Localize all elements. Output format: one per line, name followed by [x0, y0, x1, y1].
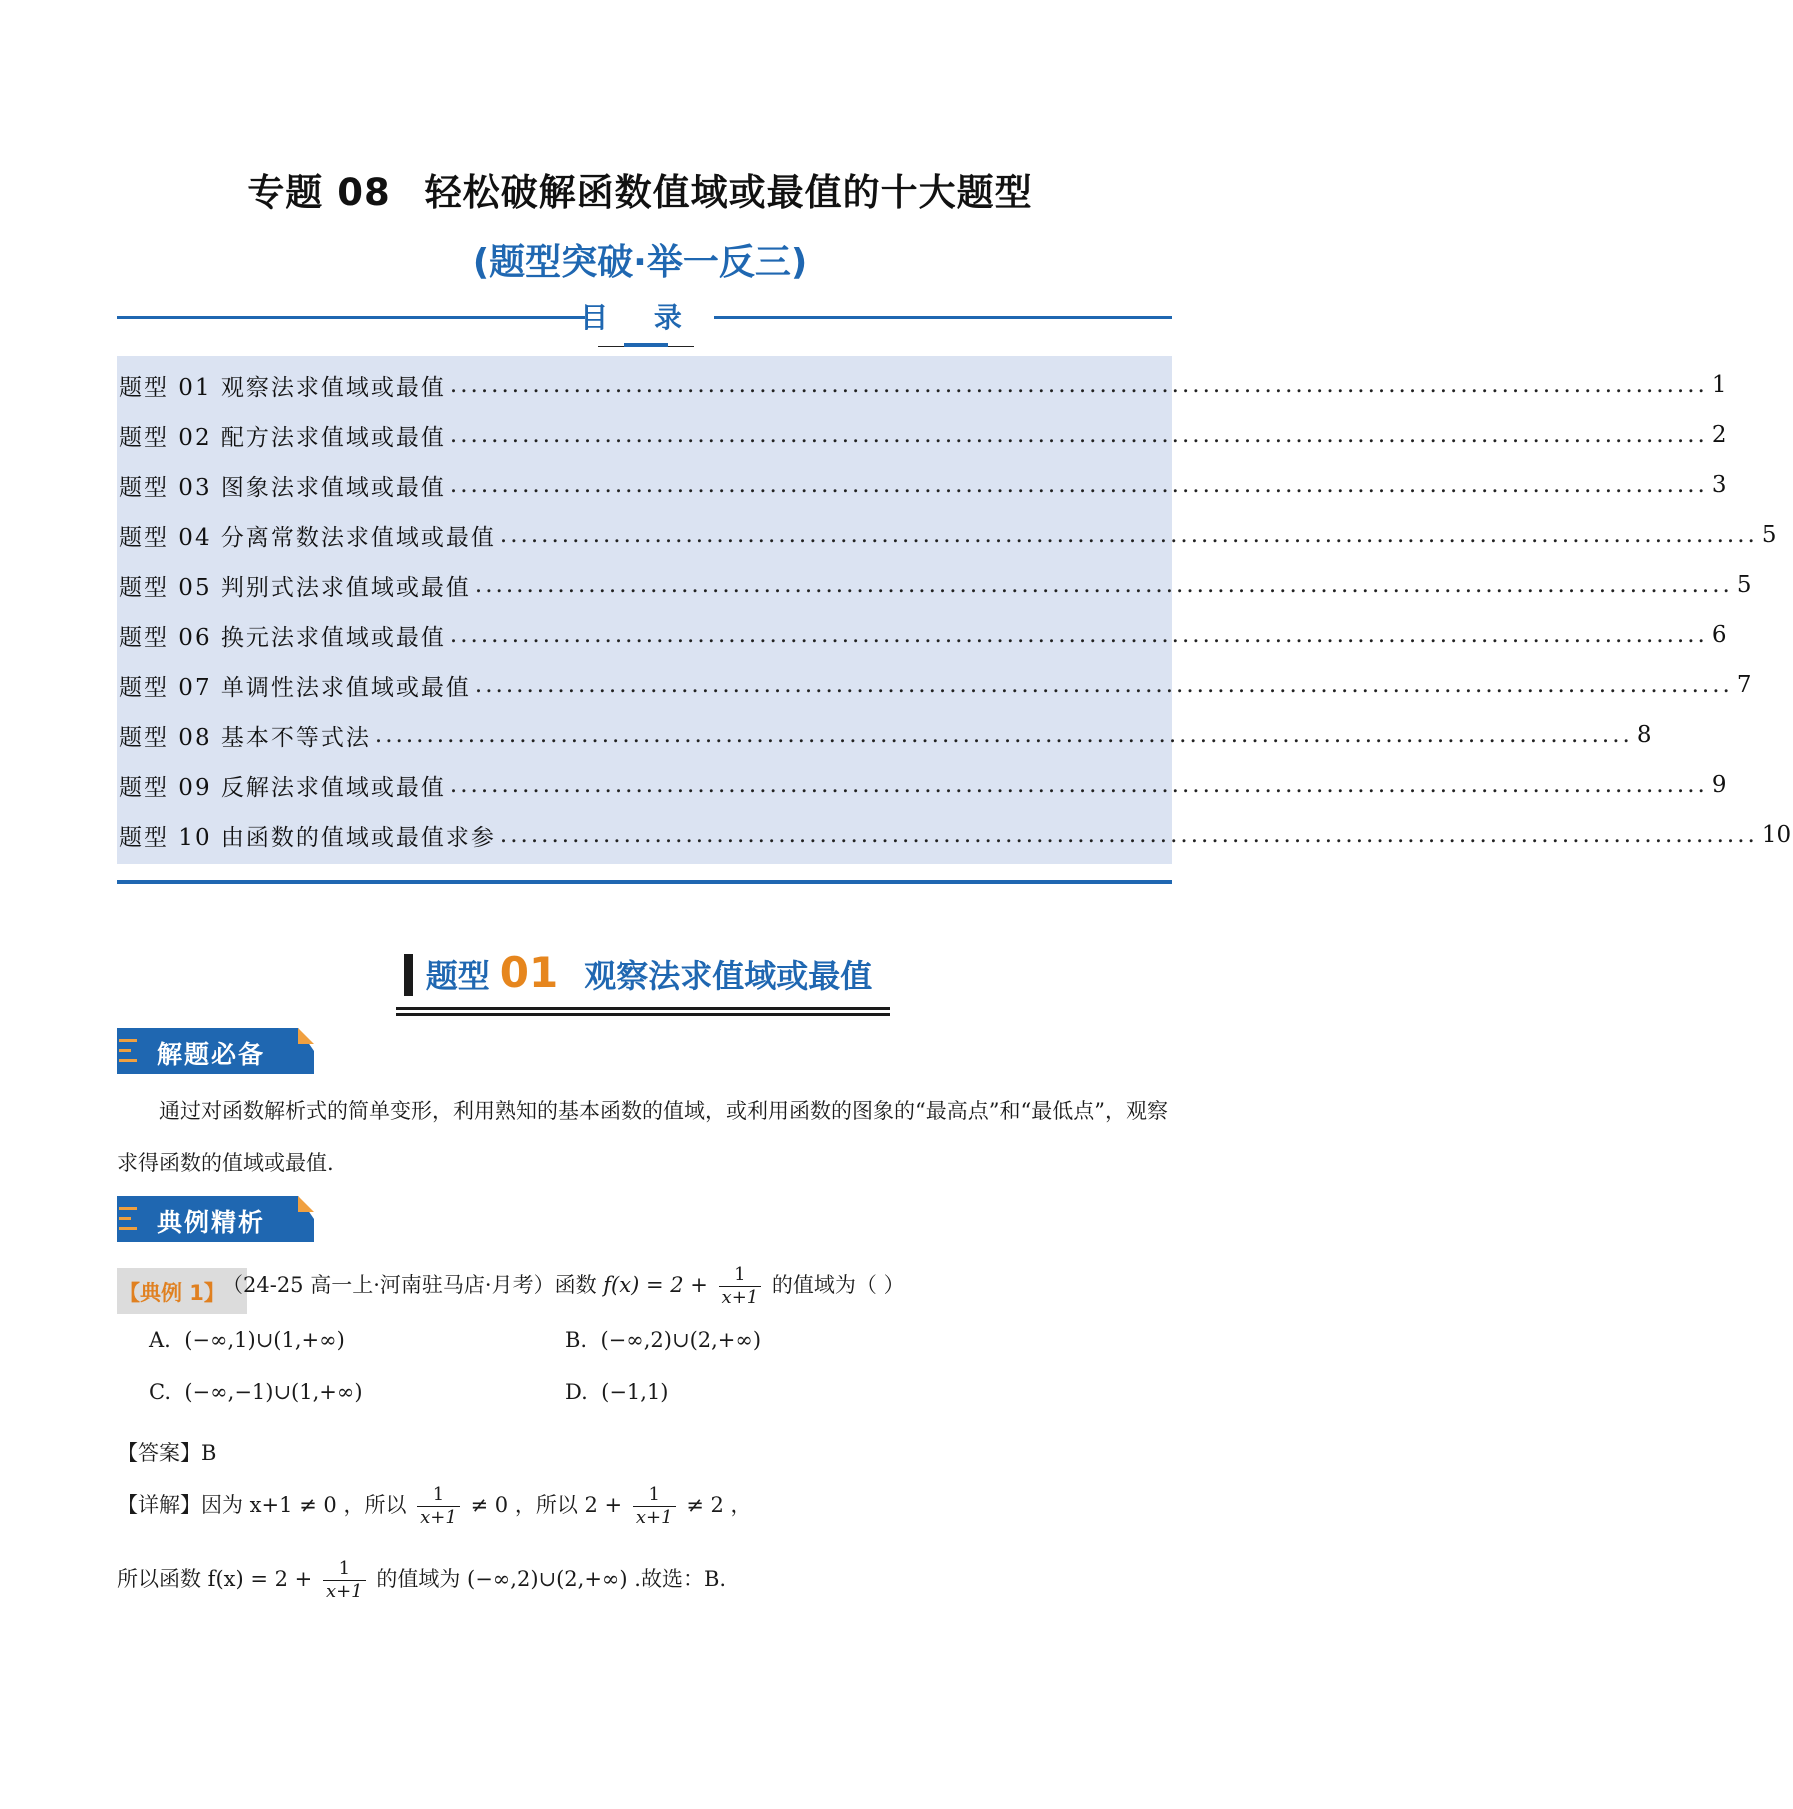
option-c-letter: C.	[149, 1380, 171, 1404]
essentials-tag	[117, 1028, 314, 1074]
toc-item[interactable]	[117, 360, 1727, 410]
toc-item-page: 9	[1711, 772, 1727, 798]
toc-item[interactable]	[117, 710, 1652, 760]
tag-lines-icon	[119, 1207, 137, 1237]
table-of-contents	[117, 356, 1792, 864]
fraction-numerator: 1	[734, 1264, 746, 1285]
toc-item-label: 题型 06 换元法求值域或最值	[119, 624, 446, 651]
essentials-tag-label: 解题必备	[157, 1040, 266, 1069]
toc-leader-dots: ..........................................................................................................................	[449, 622, 1708, 648]
section-number: 01	[499, 948, 559, 997]
detail-fraction-1: $\frac{1}{x+1}$	[417, 1484, 460, 1529]
toc-leader-dots: ..........................................................................................................................	[449, 772, 1708, 798]
toc-item[interactable]	[117, 410, 1727, 460]
detail-fraction-2: $\frac{1}{x+1}$	[633, 1484, 676, 1529]
toc-item-page: 5	[1736, 572, 1752, 598]
toc-item-page: 6	[1711, 622, 1727, 648]
toc-leader-dots: ..........................................................................................................................	[499, 822, 1758, 848]
toc-leader-dots: ..........................................................................................................................	[374, 722, 1633, 748]
toc-heading-underline-accent	[624, 343, 668, 347]
toc-leader-dots: ..........................................................................................................................	[499, 522, 1758, 548]
toc-item-label: 题型 09 反解法求值域或最值	[119, 774, 446, 801]
toc-item[interactable]	[117, 660, 1752, 710]
toc-bottom-rule	[117, 880, 1172, 884]
detail-line-1	[117, 1484, 752, 1529]
option-b-text: (−∞,2)∪(2,+∞)	[600, 1328, 762, 1352]
tag-fold-icon	[298, 1196, 314, 1212]
toc-item-label: 题型 02 配方法求值域或最值	[119, 424, 446, 451]
toc-item-page: 3	[1711, 472, 1727, 498]
option-a[interactable]	[149, 1328, 345, 1352]
detail-line-2-a: 所以函数 f(x) = 2 +	[117, 1567, 313, 1591]
essentials-text: 通过对函数解析式的简单变形，利用熟知的基本函数的值域，或利用函数的图象的“最高点”和“最低点”，观察求得函数的值域或最值.	[117, 1099, 1168, 1175]
toc-item-page: 8	[1636, 722, 1652, 748]
toc-item-page: 2	[1711, 422, 1727, 448]
example-source: （24-25 高一上·河南驻马店·月考）函数	[222, 1273, 597, 1297]
detail-part-1: 因为 x+1 ≠ 0 ，所以	[201, 1493, 407, 1517]
example-fraction	[719, 1264, 762, 1309]
toc-leader-dots: ..........................................................................................................................	[449, 372, 1708, 398]
tag-lines-icon	[119, 1039, 137, 1069]
toc-item[interactable]	[117, 810, 1792, 860]
toc-leader-dots: ..........................................................................................................................	[449, 422, 1708, 448]
toc-leader-dots: ..........................................................................................................................	[449, 472, 1708, 498]
example-question	[222, 1264, 905, 1309]
toc-item-label: 题型 10 由函数的值域或最值求参	[119, 824, 496, 851]
tag-fold-icon	[298, 1028, 314, 1044]
toc-item[interactable]	[117, 510, 1777, 560]
section-underline-bottom	[396, 1013, 890, 1016]
toc-item-page: 5	[1761, 522, 1777, 548]
detail-part-3: ≠ 2 ，	[686, 1493, 752, 1517]
option-d[interactable]	[565, 1380, 669, 1404]
option-d-letter: D.	[565, 1380, 588, 1404]
essentials-paragraph	[117, 1085, 1172, 1189]
title-prefix: 专题 08	[247, 171, 391, 214]
answer-value: B	[201, 1441, 217, 1465]
toc-item-page: 10	[1761, 822, 1792, 848]
fraction-denominator: x+1	[719, 1286, 762, 1309]
detail-line-2-b: 的值域为 (−∞,2)∪(2,+∞) .故选：B.	[376, 1567, 727, 1591]
document-subtitle: (题型突破·举一反三)	[472, 242, 808, 283]
toc-item-label: 题型 01 观察法求值域或最值	[119, 374, 446, 401]
toc-item[interactable]	[117, 760, 1727, 810]
option-b[interactable]	[565, 1328, 761, 1352]
answer-line	[117, 1437, 216, 1467]
title-text: 轻松破解函数值域或最值的十大题型	[424, 171, 1033, 214]
examples-tag	[117, 1196, 314, 1242]
toc-item-page: 1	[1711, 372, 1727, 398]
detail-line-2	[117, 1558, 726, 1603]
option-c[interactable]	[149, 1380, 363, 1404]
example-function-lhs: f(x) = 2 +	[603, 1273, 708, 1297]
option-a-text: (−∞,1)∪(1,+∞)	[184, 1328, 345, 1352]
document-title	[0, 162, 1280, 216]
section-underline-top	[396, 1007, 890, 1010]
examples-tag-label: 典例精析	[157, 1208, 266, 1237]
toc-item-label: 题型 03 图象法求值域或最值	[119, 474, 446, 501]
example-question-tail: 的值域为（ ）	[771, 1273, 905, 1297]
toc-item-label: 题型 05 判别式法求值域或最值	[119, 574, 471, 601]
toc-item-page: 7	[1736, 672, 1752, 698]
example-label: 【典例 1】	[119, 1281, 225, 1305]
answer-label: 【答案】	[117, 1441, 201, 1465]
option-d-text: (−1,1)	[601, 1380, 669, 1404]
toc-item-label: 题型 07 单调性法求值域或最值	[119, 674, 471, 701]
detail-fraction-3: $\frac{1}{x+1}$	[323, 1558, 366, 1603]
toc-item[interactable]	[117, 460, 1727, 510]
option-c-text: (−∞,−1)∪(1,+∞)	[184, 1380, 363, 1404]
option-b-letter: B.	[565, 1328, 588, 1352]
detail-part-2: ≠ 0 ，所以 2 +	[470, 1493, 623, 1517]
option-a-letter: A.	[149, 1328, 171, 1352]
toc-item[interactable]	[117, 610, 1727, 660]
section-prefix: 题型	[425, 957, 490, 995]
section-header	[0, 948, 1280, 1008]
toc-heading: 目 录	[580, 301, 700, 334]
toc-leader-dots: ..........................................................................................................................	[474, 572, 1733, 598]
toc-item-label: 题型 08 基本不等式法	[119, 724, 371, 751]
toc-leader-dots: ..........................................................................................................................	[474, 672, 1733, 698]
detail-label: 【详解】	[117, 1493, 201, 1517]
section-bar-icon	[404, 954, 413, 996]
toc-item[interactable]	[117, 560, 1752, 610]
section-title: 观察法求值域或最值	[584, 957, 873, 995]
toc-item-label: 题型 04 分离常数法求值域或最值	[119, 524, 496, 551]
